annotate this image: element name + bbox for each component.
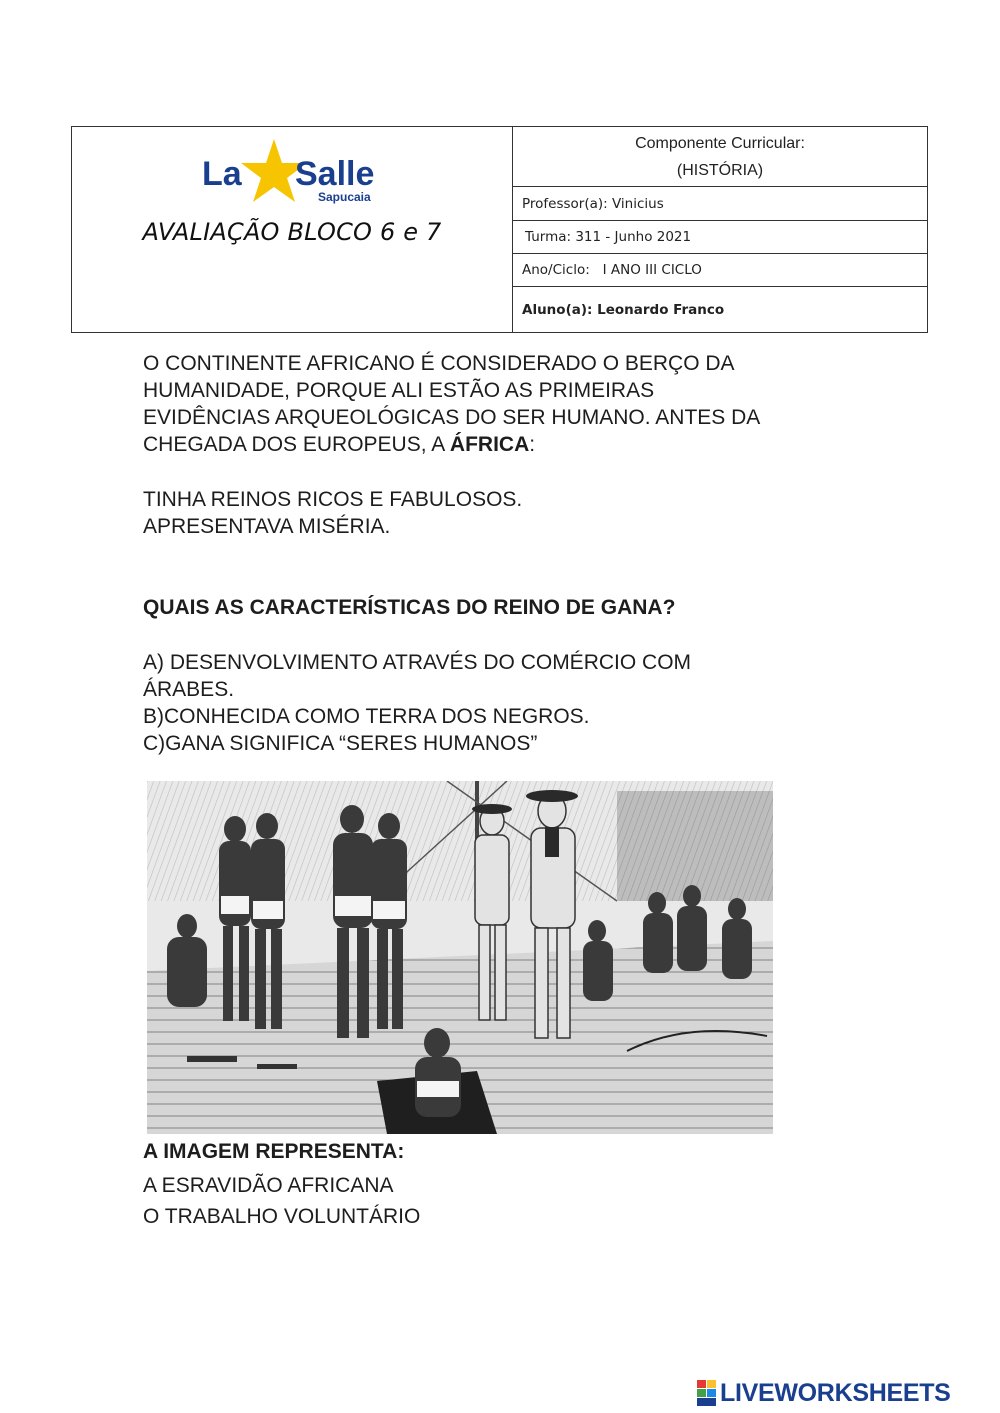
liveworksheets-footer bbox=[697, 1378, 951, 1408]
aluno-cell: Aluno(a): Leonardo Franco bbox=[522, 301, 725, 318]
componente-label: Componente Curricular: bbox=[635, 134, 805, 152]
question-1-options bbox=[143, 486, 863, 540]
option-escravidao[interactable]: A ESRAVIDÃO AFRICANA bbox=[143, 1174, 394, 1197]
option-a-continued[interactable]: ÁRABES. bbox=[143, 678, 235, 701]
professor-cell: Professor(a): Vinicius bbox=[513, 187, 927, 221]
assessment-title: AVALIAÇÃO BLOCO 6 e 7 bbox=[142, 218, 442, 246]
option-reinos-ricos[interactable]: TINHA REINOS RICOS E FABULOSOS. bbox=[143, 488, 523, 511]
header-table bbox=[71, 126, 928, 333]
turma-cell: Turma: 311 - Junho 2021 bbox=[513, 221, 927, 254]
svg-text:Sapucaia: Sapucaia bbox=[318, 190, 371, 204]
question-1-line: EVIDÊNCIAS ARQUEOLÓGICAS DO SER HUMANO. ANTES DA bbox=[143, 406, 761, 429]
question-2-text: QUAIS AS CARACTERÍSTICAS DO REINO DE GANA? bbox=[143, 596, 676, 619]
componente-value: (HISTÓRIA) bbox=[676, 161, 764, 179]
ano-ciclo-cell: Ano/Ciclo: I ANO III CICLO bbox=[513, 254, 927, 287]
question-1-line-end: : bbox=[529, 433, 536, 456]
question-1-line: O CONTINENTE AFRICANO É CONSIDERADO O BERÇO DA bbox=[143, 352, 735, 375]
liveworksheets-brand: LIVEWORKSHEETS bbox=[720, 1378, 951, 1407]
svg-text:Salle: Salle bbox=[295, 155, 375, 193]
option-miseria[interactable]: APRESENTAVA MISÉRIA. bbox=[143, 515, 391, 538]
option-trabalho-voluntario[interactable]: O TRABALHO VOLUNTÁRIO bbox=[143, 1205, 421, 1228]
question-3-text: A IMAGEM REPRESENTA: bbox=[143, 1140, 405, 1163]
option-c[interactable]: C)GANA SIGNIFICA “SERES HUMANOS” bbox=[143, 732, 538, 755]
question-2-options bbox=[143, 649, 863, 757]
question-1-line-last bbox=[143, 431, 863, 458]
slave-ship-engraving bbox=[147, 781, 773, 1134]
svg-text:La: La bbox=[202, 155, 242, 193]
header-left-cell bbox=[72, 127, 513, 332]
componente-cell bbox=[513, 127, 927, 187]
question-1-line-start: CHEGADA DOS EUROPEUS, A bbox=[143, 433, 450, 456]
africa-bold: ÁFRICA bbox=[449, 433, 530, 456]
question-1-line: HUMANIDADE, PORQUE ALI ESTÃO AS PRIMEIRAS bbox=[143, 379, 655, 402]
option-a[interactable]: A) DESENVOLVIMENTO ATRAVÉS DO COMÉRCIO COM bbox=[143, 651, 692, 674]
option-b[interactable]: B)CONHECIDA COMO TERRA DOS NEGROS. bbox=[143, 705, 590, 728]
question-3-options bbox=[143, 1170, 863, 1232]
liveworksheets-logo-icon bbox=[697, 1380, 717, 1406]
question-1-text bbox=[143, 350, 863, 458]
la-salle-logo bbox=[200, 137, 380, 209]
header-info-cells bbox=[513, 127, 927, 332]
